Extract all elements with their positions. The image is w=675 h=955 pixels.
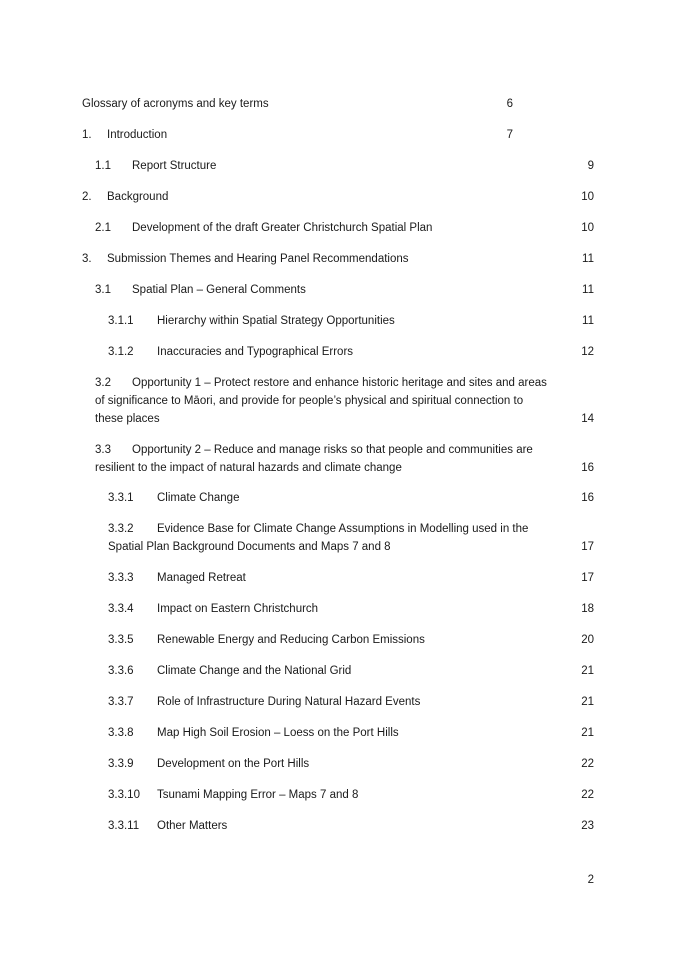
toc-entry-title: Tsunami Mapping Error – Maps 7 and 8 [157,789,359,801]
toc-entry-background[interactable] [82,188,594,206]
toc-entry-page: 10 [581,191,594,203]
toc-entry-page: 17 [581,572,594,584]
toc-entry-number: 2. [82,191,92,203]
toc-entry-number: 3.1.1 [108,315,134,327]
toc-entry-page: 6 [506,98,513,110]
toc-entry-number: 2.1 [95,222,111,234]
toc-entry-eastern-christchurch[interactable] [108,600,594,618]
toc-entry-number: 3.3.7 [108,696,134,708]
toc-entry-page: 10 [581,222,594,234]
toc-entry-title: Role of Infrastructure During Natural Hazard Events [157,696,421,708]
toc-entry-opportunity-2[interactable] [95,441,594,477]
toc-entry-other-matters[interactable] [108,817,594,835]
toc-entry-page: 17 [581,541,594,553]
toc-entry-number: 3.1.2 [108,346,134,358]
toc-entry-title: Development on the Port Hills [157,758,310,770]
toc-entry-title: Opportunity 1 – Protect restore and enhance historic heritage and sites and areas [132,377,547,389]
toc-entry-title: Glossary of acronyms and key terms [82,98,269,110]
toc-entry-title: Evidence Base for Climate Change Assumptions in Modelling used in the [157,523,529,535]
toc-entry-number: 3.1 [95,284,111,296]
toc-entry-report-structure[interactable] [95,157,594,175]
toc-entry-page: 16 [581,492,594,504]
toc-entry-page: 7 [506,129,513,141]
toc-entry-development-draft[interactable] [95,219,594,237]
toc-entry-number: 3.3.9 [108,758,134,770]
toc-entry-number: 3.3.1 [108,492,134,504]
toc-entry-title: Introduction [107,129,168,141]
toc-entry-title-line-3: these places [95,413,160,425]
toc-entry-tsunami-mapping[interactable] [108,786,594,804]
toc-entry-title: Spatial Plan – General Comments [132,284,306,296]
toc-entry-title: Report Structure [132,160,217,172]
toc-entry-evidence-base[interactable] [108,520,594,556]
toc-entry-infrastructure[interactable] [108,693,594,711]
toc-entry-glossary[interactable] [82,95,594,113]
toc-entry-number: 3.3 [95,444,111,456]
toc-entry-port-hills[interactable] [108,755,594,773]
toc-entry-number: 3.3.8 [108,727,134,739]
toc-entry-number: 3.3.3 [108,572,134,584]
toc-entry-climate-change[interactable] [108,489,594,507]
toc-entry-page: 22 [581,789,594,801]
toc-entry-number: 3.3.6 [108,665,134,677]
toc-entry-page: 11 [582,284,594,296]
toc-entry-page: 16 [581,462,594,474]
toc-entry-title: Map High Soil Erosion – Loess on the Port Hills [157,727,399,739]
toc-entry-title-line-2: of significance to Māori, and provide for people’s physical and spiritual connection to [95,395,524,407]
toc-entry-title: Climate Change [157,492,240,504]
toc-entry-title: Climate Change and the National Grid [157,665,352,677]
toc-entry-number: 3.3.10 [108,789,140,801]
toc-entry-number: 3.3.5 [108,634,134,646]
toc-entry-managed-retreat[interactable] [108,569,594,587]
toc-entry-page: 21 [581,696,594,708]
toc-entry-title: Opportunity 2 – Reduce and manage risks so that people and communities are [132,444,533,456]
toc-entry-title: Managed Retreat [157,572,246,584]
toc-entry-title: Other Matters [157,820,228,832]
footer-page-number: 2 [587,874,594,886]
toc-entry-page: 18 [581,603,594,615]
toc-entry-page: 21 [581,727,594,739]
toc-entry-opportunity-1[interactable] [95,374,594,428]
toc-entry-page: 11 [582,315,594,327]
toc-entry-renewable-energy[interactable] [108,631,594,649]
toc-entry-title: Impact on Eastern Christchurch [157,603,319,615]
toc-entry-page: 22 [581,758,594,770]
toc-entry-submission-themes[interactable] [82,250,594,268]
toc-entry-page: 14 [581,413,594,425]
toc-entry-title: Development of the draft Greater Christchurch Spatial Plan [132,222,433,234]
toc-entry-title-line-2: Spatial Plan Background Documents and Maps 7 and 8 [108,541,391,553]
toc-entry-title: Renewable Energy and Reducing Carbon Emissions [157,634,425,646]
toc-entry-page: 11 [582,253,594,265]
toc-entry-number: 3.3.11 [108,820,140,832]
toc-entry-number: 1.1 [95,160,111,172]
toc-entry-national-grid[interactable] [108,662,594,680]
toc-entry-title: Submission Themes and Hearing Panel Recommendations [107,253,409,265]
toc-entry-page: 9 [587,160,594,172]
toc-entry-page: 21 [581,665,594,677]
toc-entry-title: Hierarchy within Spatial Strategy Opportunities [157,315,395,327]
toc-entry-number: 3.2 [95,377,111,389]
toc-entry-general-comments[interactable] [95,281,594,299]
toc-entry-inaccuracies[interactable] [108,343,594,361]
toc-entry-hierarchy[interactable] [108,312,594,330]
toc-entry-page: 20 [581,634,594,646]
toc-entry-introduction[interactable] [82,126,594,144]
toc-entry-page: 12 [581,346,594,358]
toc-entry-title-line-2: resilient to the impact of natural hazards and climate change [95,462,402,474]
toc-entry-page: 23 [581,820,594,832]
toc-entry-number: 3. [82,253,92,265]
toc-entry-title: Background [107,191,169,203]
toc-entry-number: 3.3.2 [108,523,134,535]
toc-entry-soil-erosion[interactable] [108,724,594,742]
toc-entry-number: 1. [82,129,92,141]
toc-entry-number: 3.3.4 [108,603,134,615]
toc-entry-title: Inaccuracies and Typographical Errors [157,346,354,358]
